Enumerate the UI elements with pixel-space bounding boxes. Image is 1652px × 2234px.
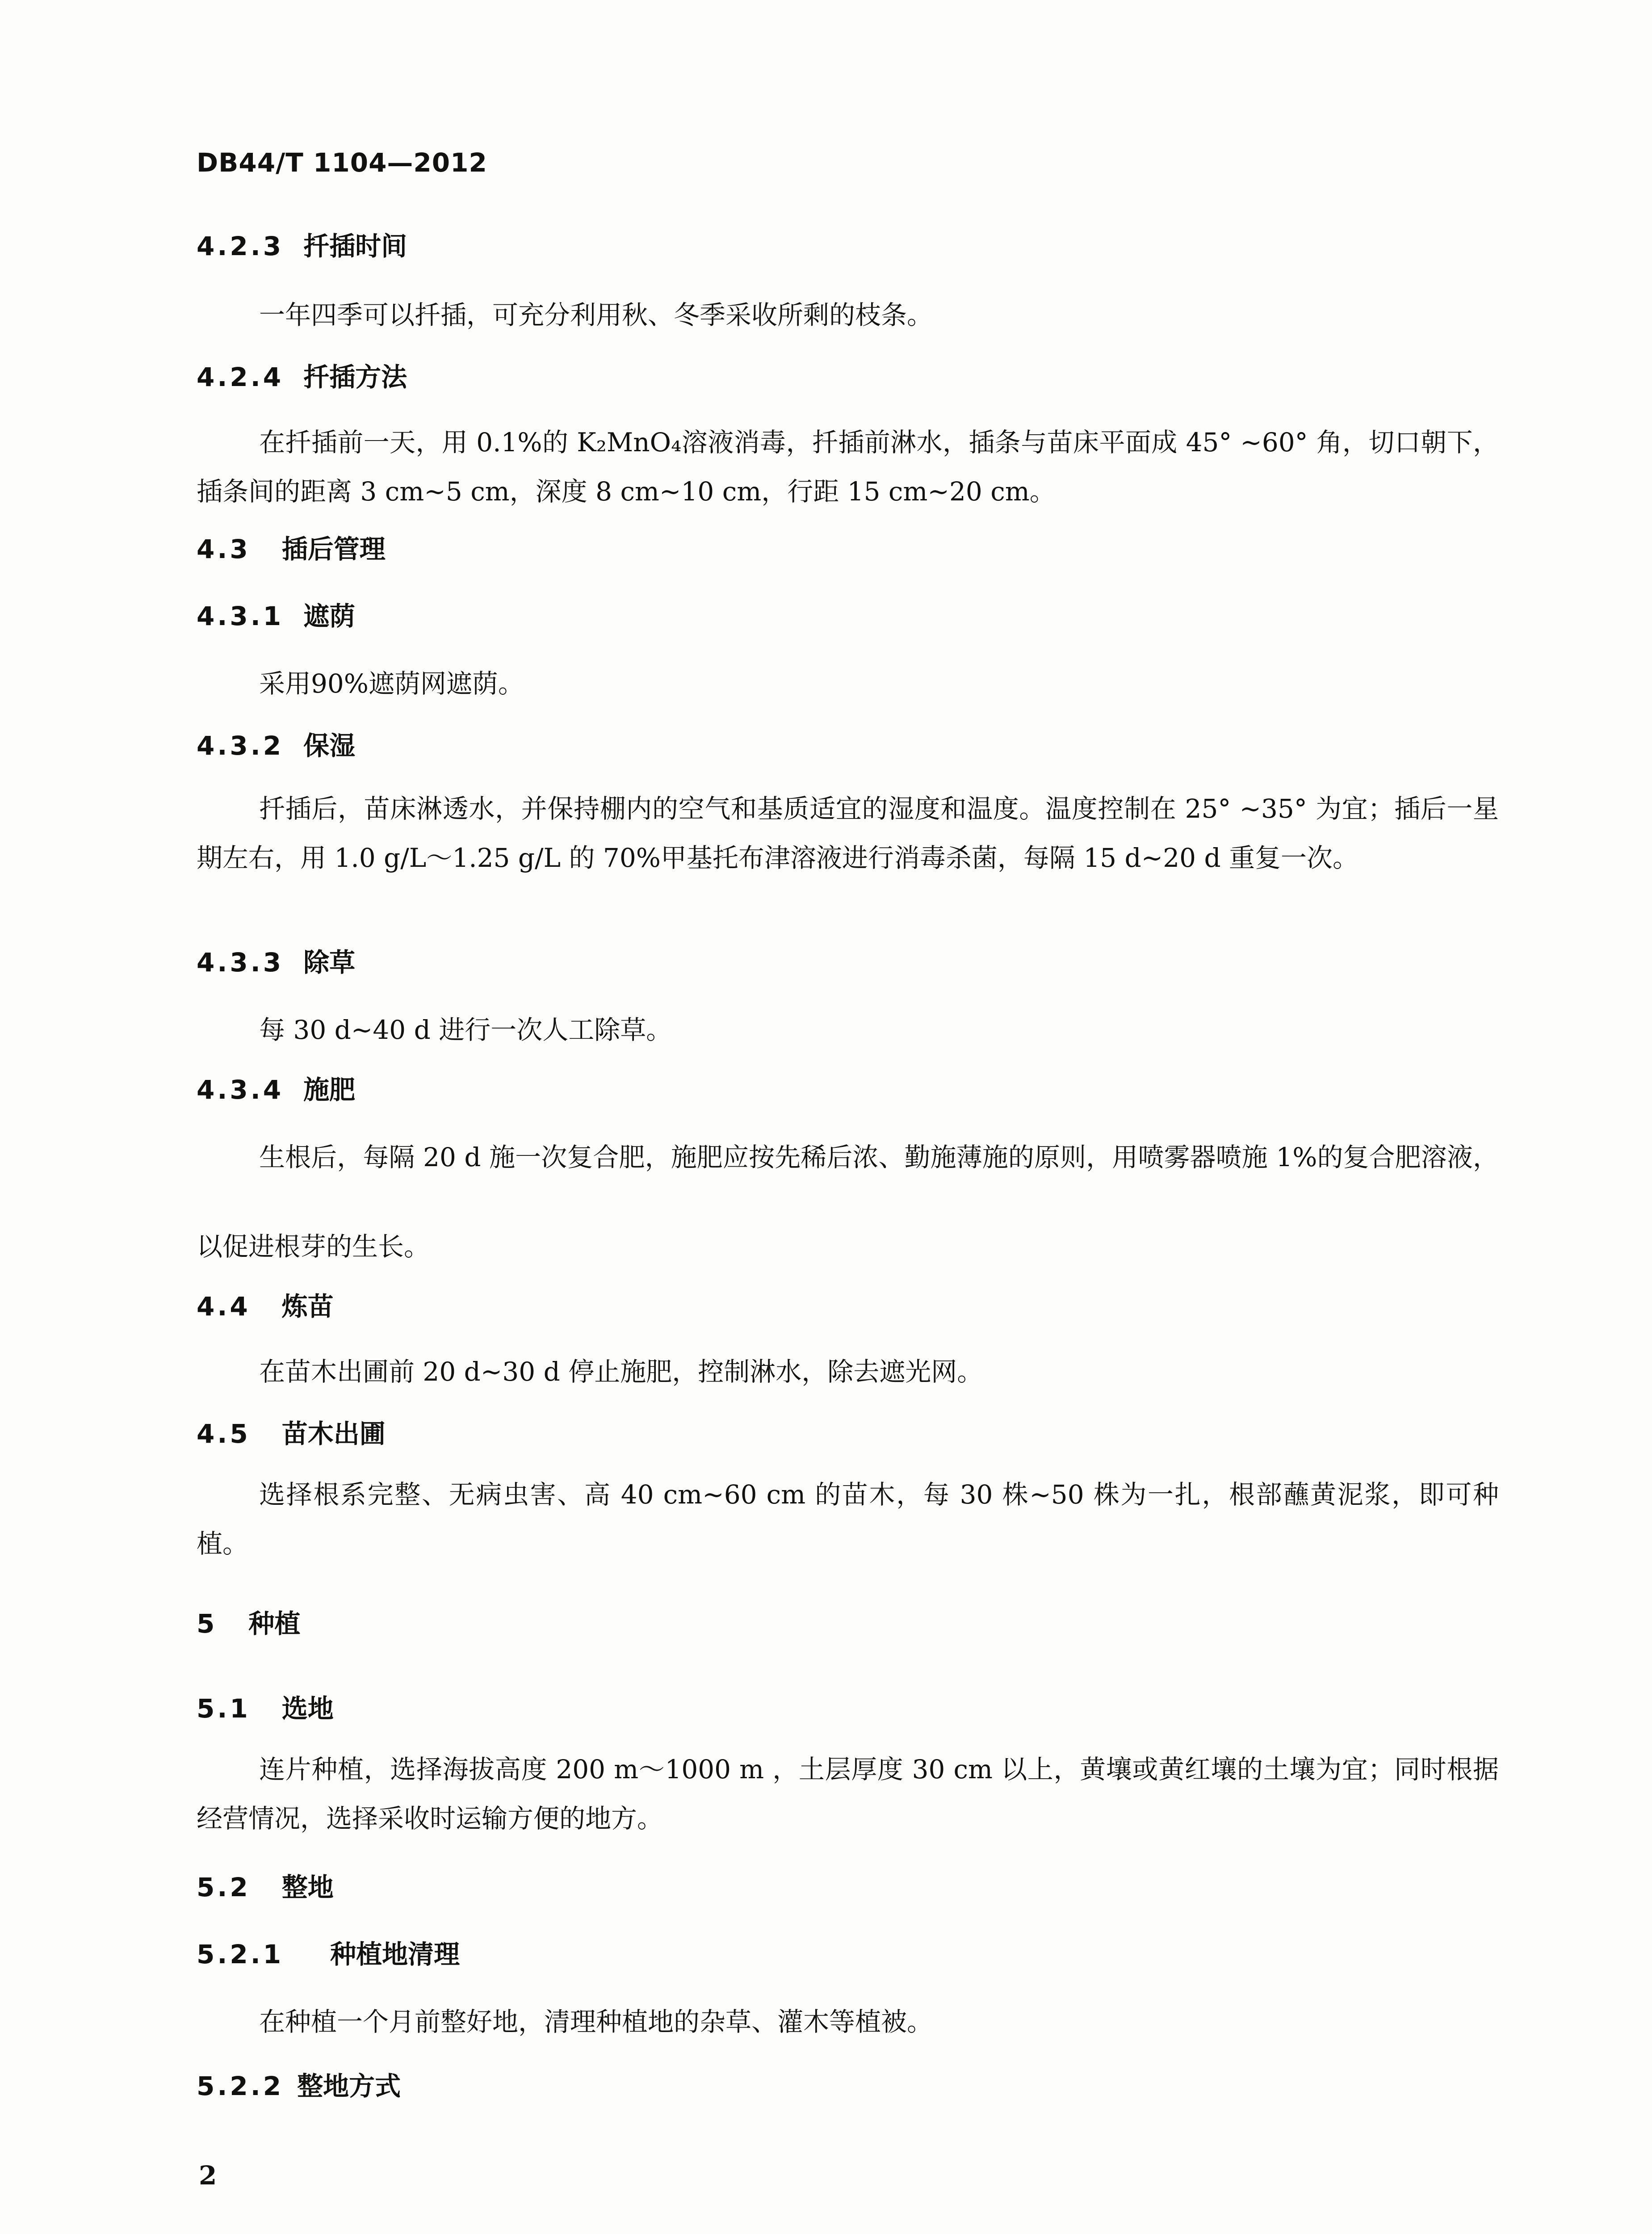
section-number: 5.2: [197, 1872, 251, 1902]
section-title: 炼苗: [281, 1291, 334, 1322]
section-heading-4-2-3: [197, 233, 407, 259]
section-number: 4.4: [197, 1291, 251, 1322]
section-heading-4-3-4: [197, 1077, 355, 1103]
section-heading-4-3-2: [197, 733, 355, 759]
paragraph-fertilizing: 生根后，每隔 20 d 施一次复合肥，施肥应按先稀后浓、勤施薄施的原则，用喷雾器喷施 1%的复合肥溶液，以促进根芽的生长。: [197, 1142, 1499, 1262]
section-title: 施肥: [303, 1075, 356, 1105]
section-number: 4.2.3: [197, 231, 284, 261]
section-title: 种植: [248, 1608, 301, 1639]
paragraph-weeding: 每 30 d~40 d 进行一次人工除草。: [259, 1015, 672, 1045]
paragraph-nursery-release: 选择根系完整、无病虫害、高 40 cm~60 cm 的苗木，每 30 株~50 株为一扎，根部蘸黄泥浆，即可种植。: [197, 1479, 1499, 1559]
section-heading-5-2-2: [197, 2073, 401, 2099]
section-number: 5.1: [197, 1693, 251, 1724]
paragraph-hardening: 在苗木出圃前 20 d~30 d 停止施肥，控制淋水，除去遮光网。: [259, 1356, 983, 1387]
section-title: 选地: [281, 1693, 334, 1724]
paragraph-shading: 采用90%遮荫网遮荫。: [259, 668, 524, 699]
section-number: 5: [197, 1608, 218, 1639]
section-heading-5-2-1: [197, 1941, 460, 1967]
section-number: 5.2.2: [197, 2071, 284, 2101]
section-title: 遮荫: [303, 601, 356, 631]
standard-code: DB44/T 1104—2012: [197, 147, 487, 178]
section-heading-5-1: [197, 1693, 334, 1724]
paragraph-cutting-time: 一年四季可以扦插，可充分利用秋、冬季采收所剩的枝条。: [259, 300, 933, 330]
section-number: 4.3.3: [197, 947, 284, 978]
section-title: 扦插方法: [303, 362, 407, 392]
section-heading-4-3-3: [197, 947, 356, 978]
paragraph-cutting-method: 在扦插前一天，用 0.1%的 K₂MnO₄溶液消毒，扦插前淋水，插条与苗床平面成 45° ~60° 角，切口朝下，插条间的距离 3 cm~5 cm，深度 8 cm~10 cm，行距 15 cm~20 cm。: [197, 427, 1499, 507]
section-title: 整地方式: [297, 2071, 401, 2101]
section-number: 4.5: [197, 1419, 251, 1449]
section-number: 4.3.2: [197, 731, 284, 761]
section-heading-4-5: [197, 1421, 386, 1447]
section-heading-5-2: [197, 1874, 334, 1900]
section-title: 苗木出圃: [281, 1419, 386, 1449]
section-title: 整地: [281, 1872, 334, 1902]
section-title: 插后管理: [281, 534, 386, 564]
section-number: 5.2.1: [197, 1939, 284, 1969]
section-heading-4-3-1: [197, 603, 355, 629]
section-number: 4.2.4: [197, 362, 284, 392]
section-title: 种植地清理: [330, 1939, 460, 1969]
page-number: 2: [199, 2160, 217, 2191]
section-heading-5: [197, 1608, 301, 1639]
section-number: 4.3: [197, 534, 251, 564]
section-number: 4.3.4: [197, 1075, 284, 1105]
paragraph-moisture: 扦插后，苗床淋透水，并保持棚内的空气和基质适宜的湿度和温度。温度控制在 25° ~35° 为宜；插后一星期左右，用 1.0 g/L～1.25 g/L 的 70%甲基托布津溶液进行消毒杀菌，每隔 15 d~20 d 重复一次。: [197, 794, 1499, 873]
section-title: 保湿: [303, 731, 356, 761]
section-title: 除草: [303, 947, 356, 978]
paragraph-site-selection: 连片种植，选择海拔高度 200 m～1000 m ，土层厚度 30 cm 以上，黄壤或黄红壤的土壤为宜；同时根据经营情况，选择采收时运输方便的地方。: [197, 1754, 1499, 1834]
section-heading-4-2-4: [197, 364, 407, 390]
paragraph-land-clearing: 在种植一个月前整好地，清理种植地的杂草、灌木等植被。: [259, 2007, 933, 2037]
section-title: 扦插时间: [303, 231, 407, 261]
section-number: 4.3.1: [197, 601, 284, 631]
section-heading-4-3: [197, 536, 386, 562]
section-heading-4-4: [197, 1291, 334, 1322]
